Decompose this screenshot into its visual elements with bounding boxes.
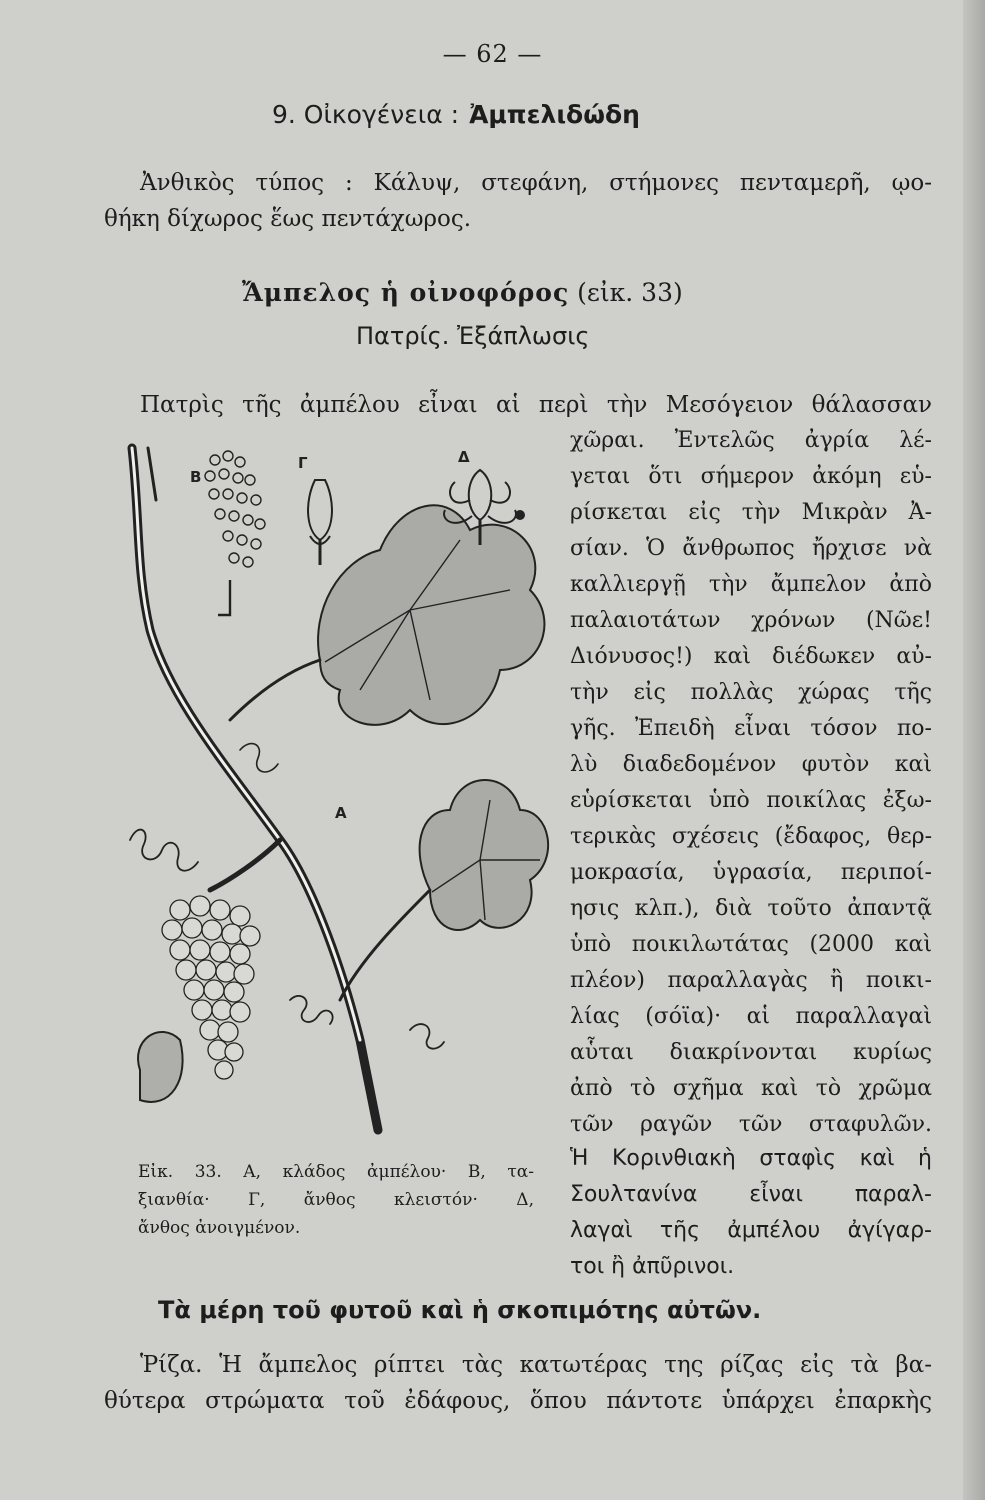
vine-stem (132, 448, 378, 1130)
section-heading (272, 100, 640, 129)
column-line: τοι ἢ ἀπῦρινοι. (570, 1254, 735, 1279)
column-line: παλαιοτάτων χρόνων (Νῶε! (570, 608, 932, 633)
grape-leaf-upper (318, 505, 544, 725)
grapevine-illustration (110, 440, 560, 1140)
parts-heading: Τὰ μέρη τοῦ φυτοῦ καὶ ἡ σκοπιμότης αὐτῶν. (158, 1296, 762, 1324)
closed-flower-inset (308, 480, 332, 565)
figure-caption (138, 1158, 534, 1242)
figure-label-g: Γ (298, 454, 308, 472)
plant-name: Ἄμπελος ἡ οἰνοφόρος (242, 278, 570, 307)
subheading-homeland: Πατρίς. Ἐξάπλωσις (356, 322, 590, 350)
column-line: γεται ὅτι σήμερον ἀκόμη εὑ- (570, 464, 932, 489)
column-line: πλέον) παραλλαγὰς ἢ ποικι- (570, 968, 932, 993)
figure-reference: (εἰκ. 33) (577, 278, 683, 307)
column-line: γῆς. Ἐπειδὴ εἶναι τόσον πο- (570, 716, 932, 741)
section-heading-label: 9. Οἰκογένεια : (272, 100, 460, 129)
figure-label-d: Δ (458, 448, 470, 466)
grape-leaf-small (138, 1032, 183, 1102)
tendril (290, 996, 333, 1024)
plant-title (242, 278, 683, 307)
root-paragraph-line-1: Ῥίζα. Ἡ ἄμπελος ρίπτει τὰς κατωτέρας της ρίζας εἰς τὰ βα- (140, 1352, 932, 1378)
column-line: καλλιεργῇ τὴν ἄμπελον ἀπὸ (570, 572, 932, 597)
column-line: λὺ διαδεδομένον φυτὸν καὶ (570, 752, 932, 777)
column-line: λίας (σόϊα)· αἱ παραλλαγαὶ (570, 1004, 932, 1029)
column-line: ησις κλπ.), διὰ τοῦτο ἀπαντᾷ (570, 896, 932, 921)
column-line: τερικὰς σχέσεις (ἔδαφος, θερ- (570, 824, 932, 849)
family-name: Ἀμπελιδώδη (469, 100, 640, 129)
figure-label-a: Α (335, 804, 347, 822)
column-line: Διόνυσος!) καὶ διέδωκεν αὐ- (570, 644, 932, 669)
page-edge-shadow (963, 0, 985, 1500)
column-line: μοκρασία, ὑγρασία, περιποί- (570, 860, 932, 885)
column-line: σίαν. Ὁ ἄνθρωπος ἤρχισε νὰ (570, 536, 932, 561)
page-number: — 62 — (442, 40, 543, 68)
caption-line: ξιανθία· Γ, ἄνθος κλειστόν· Δ, (138, 1190, 534, 1210)
column-line: ἀπὸ τὸ σχῆμα καὶ τὸ χρῶμα (570, 1076, 932, 1101)
column-line: Σουλτανίνα εἶναι παραλ- (570, 1182, 932, 1207)
caption-line: Εἰκ. 33. Α, κλάδος ἀμπέλου· Β, τα- (138, 1162, 534, 1182)
column-line: τὴν εἰς πολλὰς χώρας τῆς (570, 680, 932, 705)
root-paragraph-line-2: θύτερα στρώματα τοῦ ἐδάφους, ὅπου πάντοτε ὑπάρχει ἐπαρκὴς (104, 1388, 932, 1414)
figure-label-b: Β (190, 468, 202, 486)
column-line: Ἡ Κορινθιακὴ σταφὶς καὶ ἡ (570, 1146, 932, 1171)
column-line: λαγαὶ τῆς ἀμπέλου ἀγίγαρ- (570, 1218, 932, 1243)
column-line: αὗται διακρίνονται κυρίως (570, 1040, 932, 1065)
column-line: ρίσκεται εἰς τὴν Μικρὰν Ἀ- (570, 500, 932, 525)
floral-type-line-2: θήκη δίχωρος ἕως πεντάχωρος. (104, 206, 472, 232)
tendril (130, 830, 198, 871)
column-line: χῶραι. Ἐντελῶς ἀγρία λέ- (570, 428, 932, 453)
column-line: ὑπὸ ποικιλωτάτας (2000 καὶ (570, 932, 932, 957)
column-line: εὑρίσκεται ὑπὸ ποικίλας ἐξω- (570, 788, 932, 813)
column-line: τῶν ραγῶν τῶν σταφυλῶν. (570, 1112, 932, 1137)
tendril (410, 1024, 444, 1049)
paragraph-first-line: Πατρὶς τῆς ἀμπέλου εἶναι αἱ περὶ τὴν Μεσόγειον θάλασσαν (140, 392, 932, 418)
caption-line: ἄνθος ἀνοιγμένον. (138, 1218, 301, 1238)
inflorescence-inset (205, 451, 265, 615)
grape-leaf-lower (420, 780, 549, 930)
floral-type-line-1: Ἀνθικὸς τύπος : Κάλυψ, στεφάνη, στήμονες πενταμερῆ, ῳο- (140, 170, 932, 196)
